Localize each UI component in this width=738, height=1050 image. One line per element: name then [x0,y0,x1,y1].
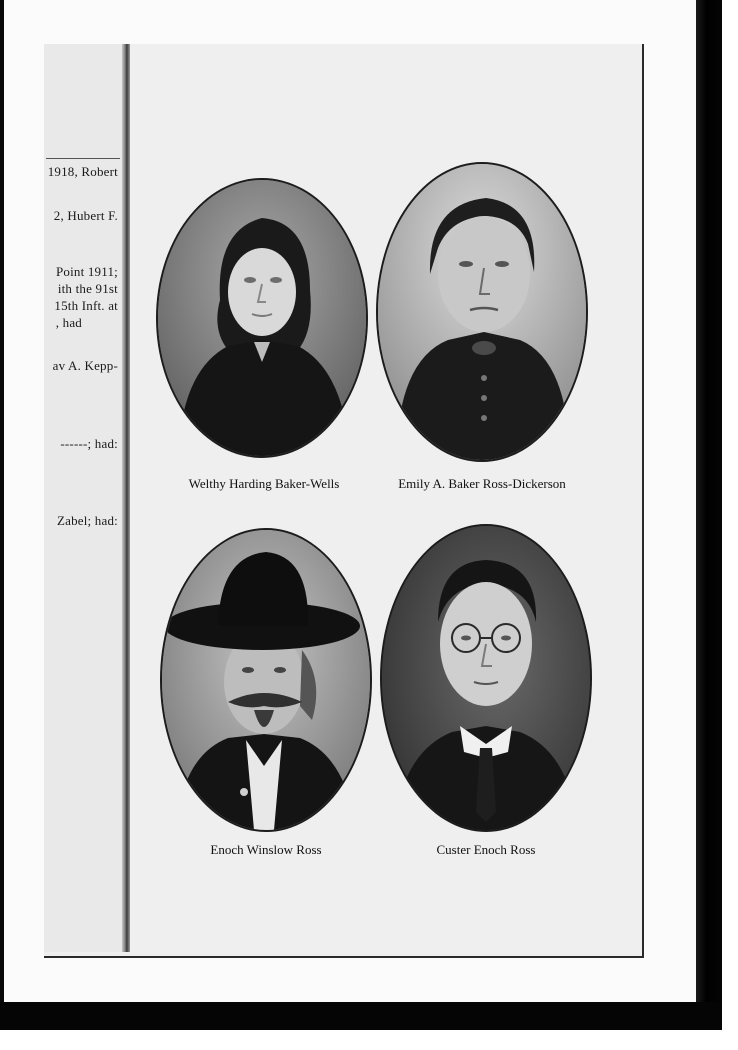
portrait-image-man-glasses [382,526,590,830]
previous-page-line: 1918, Robert [47,164,118,179]
frame-shadow-right [696,0,722,1030]
portrait-image-man-hat-beard [162,530,370,830]
previous-page-rule [46,158,120,159]
book-scan [44,44,644,958]
previous-page-line: ------; had: [60,436,118,451]
previous-page-line: 2, Hubert F. [53,208,118,223]
portrait-caption: Enoch Winslow Ross [210,842,322,857]
portrait-oval-emily [376,162,588,462]
previous-page-line: Point 1911; [55,264,118,279]
portrait-oval-enoch [160,528,372,832]
portrait-page [130,44,642,952]
portrait-image-elderly-woman [378,164,586,460]
previous-page-fragment [44,44,123,952]
portrait-image-elderly-woman-bonnet [158,180,366,456]
previous-page-line: 15th Inft. at [54,298,118,313]
portrait-caption: Welthy Harding Baker-Wells [188,476,340,491]
previous-page-line: av A. Kepp- [52,358,118,373]
portrait-oval-welthy [156,178,368,458]
portrait-caption: Emily A. Baker Ross-Dickerson [398,476,566,491]
book-gutter [122,44,130,952]
frame-shadow-bottom [0,1002,722,1030]
previous-page-line: , had [55,315,82,330]
previous-page-line: Zabel; had: [56,513,118,528]
portrait-caption: Custer Enoch Ross [436,842,536,857]
previous-page-line: ith the 91st [57,281,118,296]
portrait-oval-custer [380,524,592,832]
